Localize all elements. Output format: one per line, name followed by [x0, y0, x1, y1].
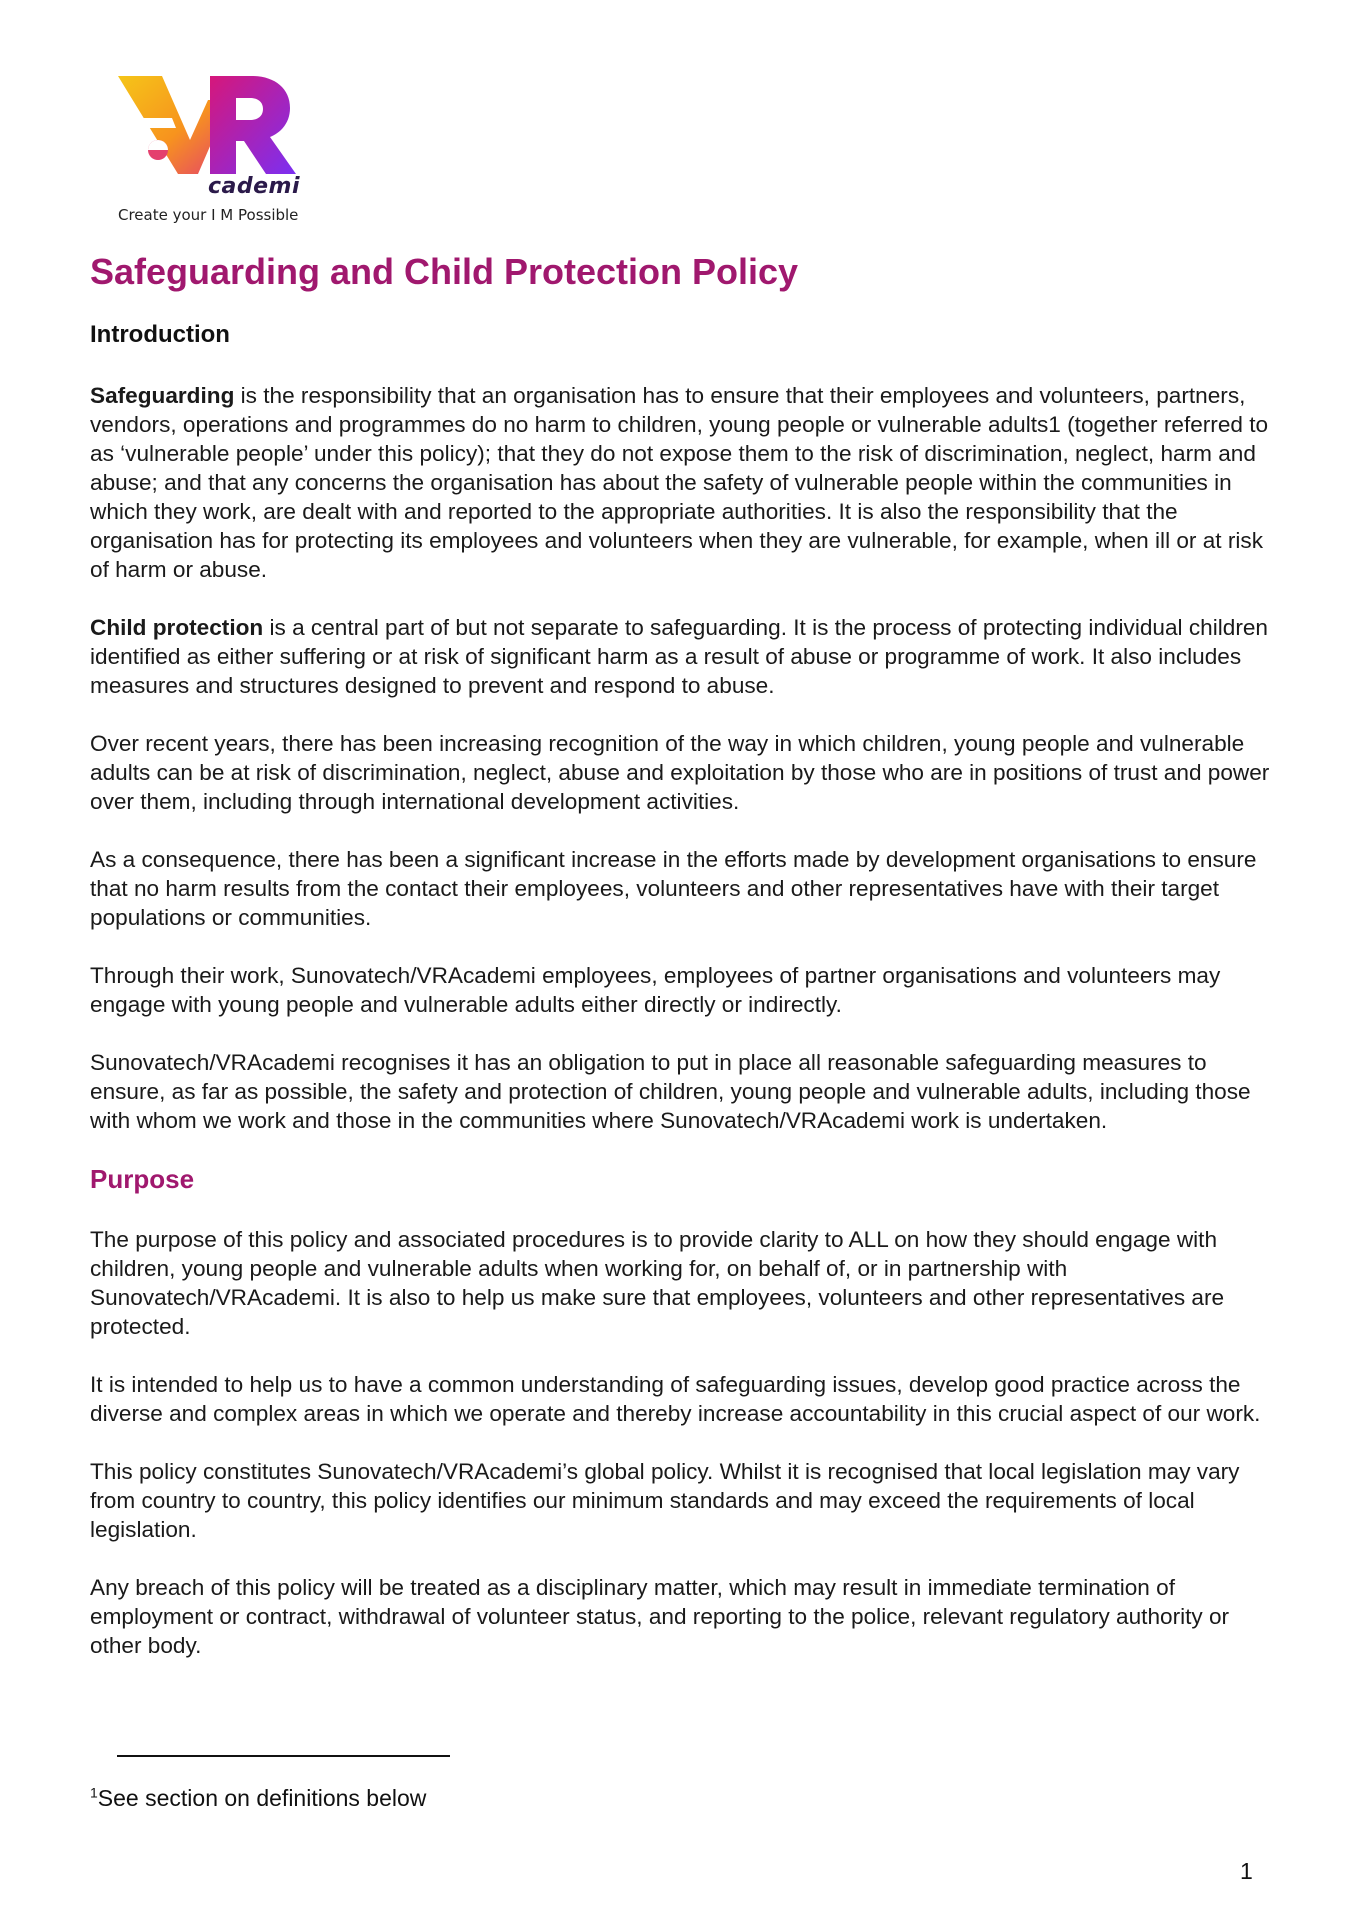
footnote-divider	[117, 1755, 450, 1757]
intro-paragraph-child-protection	[90, 613, 1285, 700]
logo-wordmark: cademi	[208, 174, 301, 199]
purpose-paragraph-3: This policy constitutes Sunovatech/VRAcademi’s global policy. Whilst it is recognised that local legislation may vary from country to country, this policy identifies our minimum standards and may exceed the requirements of local legislation.	[90, 1459, 1240, 1543]
logo-tagline: Create your I M Possible	[118, 206, 299, 224]
intro-paragraph-safeguarding	[90, 381, 1285, 584]
purpose-paragraph-2: It is intended to help us to have a common understanding of safeguarding issues, develop good practice across the diverse and complex areas in which we operate and thereby increase accountability in this crucial aspect of our work.	[90, 1372, 1261, 1427]
child-protection-term: Child protection	[90, 614, 264, 640]
intro-paragraph-5: Through their work, Sunovatech/VRAcademi employees, employees of partner organisations and volunteers may engage with young people and vulnerable adults either directly or indirectly.	[90, 962, 1221, 1017]
safeguarding-definition: is the responsibility that an organisation has to ensure that their employees and volunteers, partners, vendors, operations and programmes do no harm to children, young people or vulnerable adults1 (together referred to as ‘vulnerable people’ under this policy); that they do not expose them to the risk of discrimination, neglect, harm and abuse; and that any concerns the organisation has about the safety of vulnerable people within the communities in which they work, are dealt with and reported to the appropriate authorities. It is also the responsibility that the organisation has for protecting its employees and volunteers when they are vulnerable, for example, when ill or at risk of harm or abuse.	[90, 382, 1269, 582]
vracademi-logo	[112, 70, 312, 230]
introduction-heading: Introduction	[90, 321, 230, 349]
intro-paragraph-6: Sunovatech/VRAcademi recognises it has an obligation to put in place all reasonable safeguarding measures to ensure, as far as possible, the safety and protection of children, young people and vulnerable adults, including those with whom we work and those in the communities where Sunovatech/VRAcademi work is undertaken.	[90, 1049, 1251, 1133]
footnote-marker: 1	[90, 1784, 98, 1801]
footnote	[90, 1785, 426, 1812]
intro-paragraph-4: As a consequence, there has been a significant increase in the efforts made by development organisations to ensure that no harm results from the contact their employees, volunteers and other representatives have with their target populations or communities.	[90, 846, 1257, 930]
page-title: Safeguarding and Child Protection Policy	[90, 251, 799, 292]
purpose-heading: Purpose	[90, 1163, 195, 1194]
safeguarding-term: Safeguarding	[90, 382, 235, 408]
purpose-paragraph-4: Any breach of this policy will be treated as a disciplinary matter, which may result in immediate termination of employment or contract, withdrawal of volunteer status, and reporting to the police, relevant regulatory authority or other body.	[90, 1575, 1230, 1659]
page-number: 1	[1240, 1858, 1253, 1884]
intro-paragraph-3: Over recent years, there has been increasing recognition of the way in which children, young people and vulnerable adults can be at risk of discrimination, neglect, abuse and exploitation by those who are in positions of trust and power over them, including through international development activities.	[90, 730, 1270, 814]
document-body	[90, 250, 1285, 1689]
purpose-paragraph-1: The purpose of this policy and associated procedures is to provide clarity to ALL on how they should engage with children, young people and vulnerable adults when working for, on behalf of, or in partnership with Sunovatech/VRAcademi. It is also to help us make sure that employees, volunteers and other representatives are protected.	[90, 1227, 1225, 1340]
footnote-text: See section on definitions below	[97, 1785, 427, 1811]
child-protection-definition: is a central part of but not separate to safeguarding. It is the process of protecting individual children identified as either suffering or at risk of significant harm as a result of abuse or programme of work. It also includes measures and structures designed to prevent and respond to abuse.	[90, 614, 1268, 698]
